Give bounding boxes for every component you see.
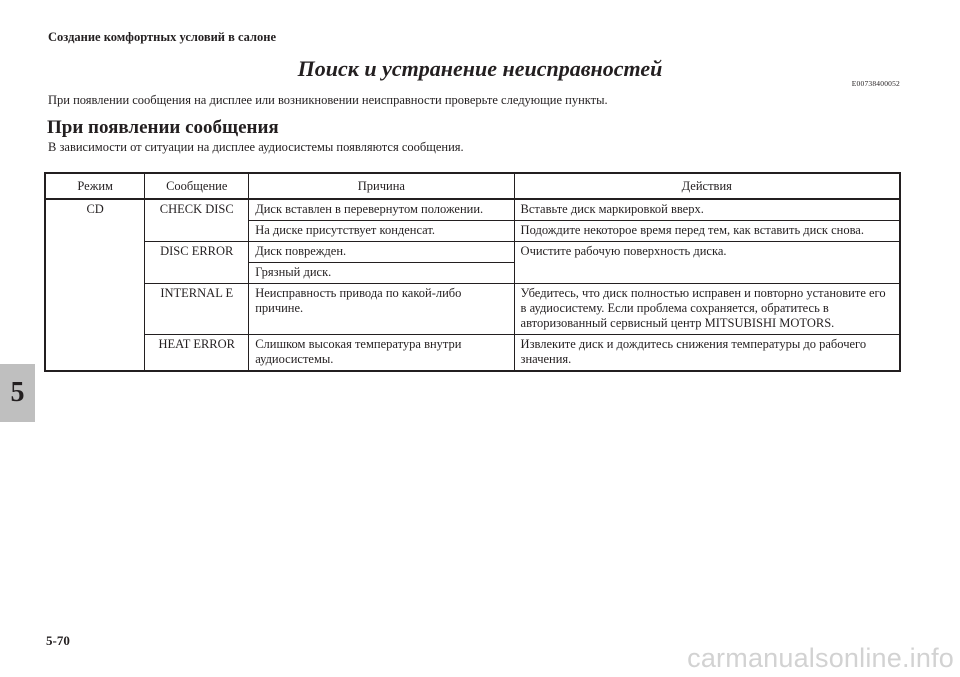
cause-cell: Неисправность привода по какой-либо причине. <box>249 284 514 335</box>
section-tab <box>0 364 35 422</box>
action-cell: Очистите рабочую поверхность диска. <box>514 242 900 284</box>
message-cell: HEAT ERROR <box>145 335 249 372</box>
table-row <box>45 242 900 263</box>
cause-cell: Диск вставлен в перевернутом положении. <box>249 199 514 221</box>
watermark: carmanualsonline.info <box>687 643 954 673</box>
running-header: Создание комфортных условий в салоне <box>48 30 277 44</box>
cause-cell: Слишком высокая температура внутри аудиосистемы. <box>249 335 514 372</box>
cause-cell: Грязный диск. <box>249 263 514 284</box>
table-row <box>45 199 900 221</box>
action-cell: Подождите некоторое время перед тем, как вставить диск снова. <box>514 221 900 242</box>
action-cell: Вставьте диск маркировкой вверх. <box>514 199 900 221</box>
message-cell: INTERNAL E <box>145 284 249 335</box>
header-cause: Причина <box>249 173 514 199</box>
action-cell: Убедитесь, что диск полностью исправен и повторно установите его в аудиосистему. Если проблема сохраняется, обратитесь в авторизованный сервисный центр MITSUBISHI MOTORS. <box>514 284 900 335</box>
header-mode: Режим <box>45 173 145 199</box>
page-title: Поиск и устранение неисправностей <box>297 56 663 81</box>
section-number: 5 <box>10 377 25 408</box>
section-description: В зависимости от ситуации на дисплее аудиосистемы появляются сообщения. <box>48 140 464 154</box>
table-row <box>45 284 900 335</box>
action-cell: Извлеките диск и дождитесь снижения температуры до рабочего значения. <box>514 335 900 372</box>
message-cell: DISC ERROR <box>145 242 249 284</box>
table-header-row <box>45 173 900 199</box>
page-number: 5-70 <box>46 633 70 648</box>
section-subheading: При появлении сообщения <box>47 117 279 138</box>
header-actions: Действия <box>514 173 900 199</box>
table-row <box>45 335 900 372</box>
mode-cell: CD <box>45 199 145 371</box>
header-message: Сообщение <box>145 173 249 199</box>
message-cell: CHECK DISC <box>145 199 249 242</box>
messages-table <box>44 172 901 372</box>
intro-paragraph: При появлении сообщения на дисплее или возникновении неисправности проверьте следующие пункты. <box>48 93 608 107</box>
cause-cell: Диск поврежден. <box>249 242 514 263</box>
cause-cell: На диске присутствует конденсат. <box>249 221 514 242</box>
document-code: E00738400052 <box>851 79 900 88</box>
